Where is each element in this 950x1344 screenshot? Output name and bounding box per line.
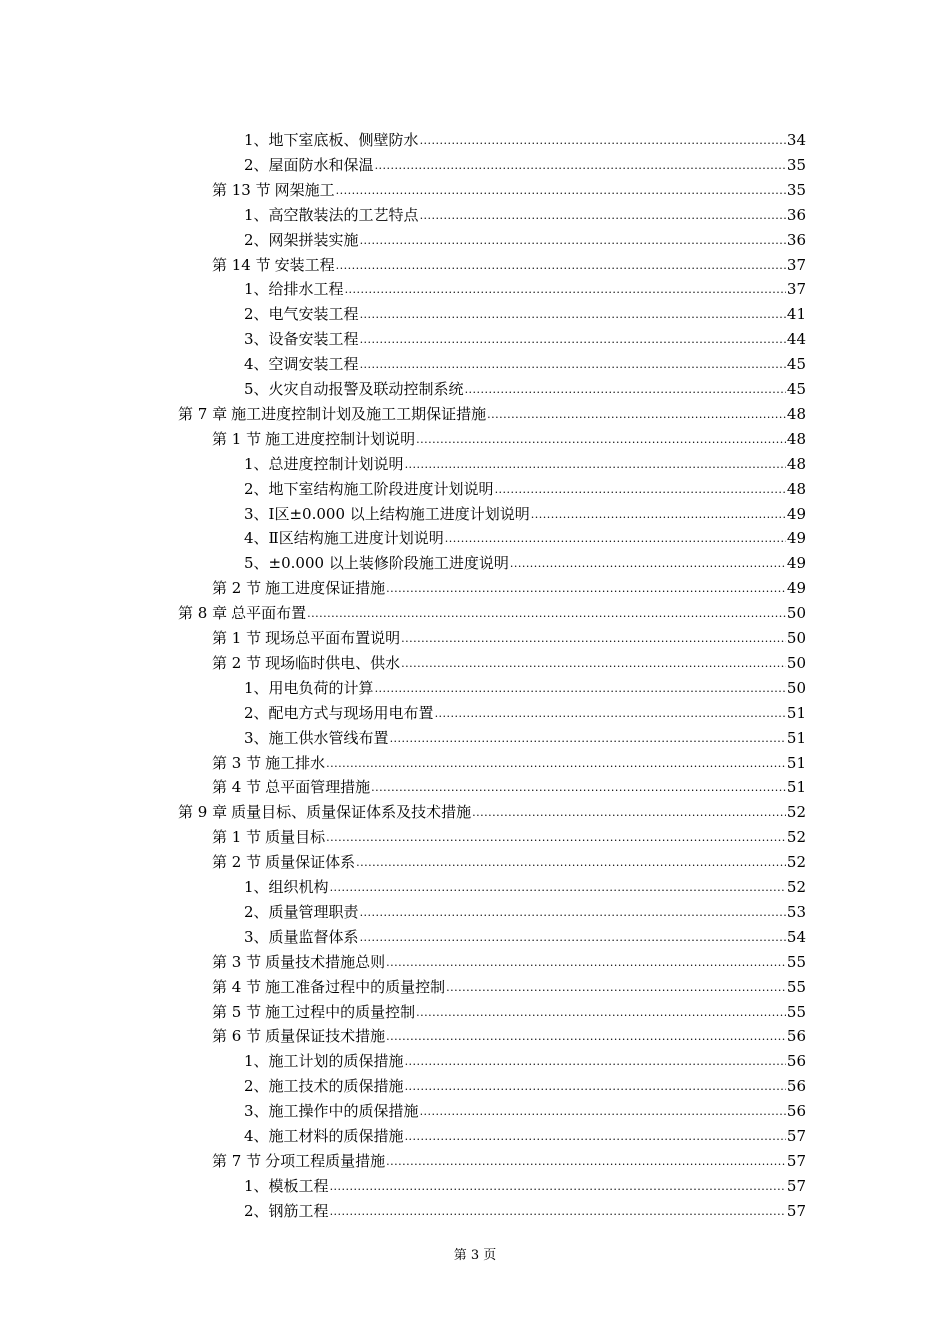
toc-entry[interactable] (244, 1045, 806, 1070)
toc-entry-title: 配电方式与现场用电布置 (268, 703, 434, 722)
toc-entry-number: 2、 (244, 305, 269, 324)
toc-entry[interactable] (244, 498, 806, 523)
toc-entry-number: 第 5 节 (212, 1002, 262, 1021)
toc-entry-page-number: 35 (786, 180, 806, 199)
toc-entry-title: 用电负荷的计算 (268, 678, 374, 697)
toc-dot-leader (435, 707, 786, 721)
toc-dot-leader (330, 1180, 786, 1194)
toc-dot-leader (360, 234, 786, 248)
toc-dot-leader (375, 682, 786, 696)
toc-entry[interactable] (212, 423, 806, 448)
toc-entry-page-number: 57 (786, 1201, 806, 1220)
toc-entry-title: 施工进度保证措施 (265, 579, 386, 598)
toc-dot-leader (330, 1205, 786, 1219)
toc-entry[interactable] (212, 846, 806, 871)
toc-entry-page-number: 50 (786, 678, 806, 697)
toc-dot-leader (420, 209, 786, 223)
toc-dot-leader (360, 931, 786, 945)
toc-entry[interactable] (244, 547, 806, 572)
toc-entry-number: 1、 (244, 1052, 269, 1071)
toc-dot-leader (371, 781, 786, 795)
toc-entry-page-number: 37 (786, 255, 806, 274)
toc-entry[interactable] (244, 871, 806, 896)
toc-entry-page-number: 57 (786, 1176, 806, 1195)
toc-dot-leader (307, 607, 786, 621)
toc-entry-title: 总进度控制计划说明 (268, 454, 404, 473)
toc-entry-title: 施工技术的质保措施 (268, 1077, 404, 1096)
toc-dot-leader (345, 283, 786, 297)
toc-entry-page-number: 49 (786, 504, 806, 523)
toc-entry-page-number: 49 (786, 579, 806, 598)
toc-entry[interactable] (212, 174, 806, 199)
toc-entry[interactable] (212, 821, 806, 846)
toc-dot-leader (445, 532, 786, 546)
toc-entry-page-number: 37 (786, 280, 806, 299)
toc-dot-leader (487, 408, 786, 422)
toc-entry-title: 安装工程 (274, 255, 335, 274)
toc-entry-title: 现场临时供电、供水 (265, 653, 401, 672)
toc-entry-number: 4、 (244, 529, 269, 548)
toc-entry-page-number: 36 (786, 230, 806, 249)
toc-dot-leader (405, 1055, 786, 1069)
toc-entry[interactable] (212, 946, 806, 971)
toc-entry[interactable] (244, 448, 806, 473)
toc-entry-title: 现场总平面布置说明 (265, 629, 401, 647)
toc-entry-page-number: 48 (786, 479, 806, 498)
toc-entry[interactable] (212, 771, 806, 796)
toc-entry-page-number: 52 (786, 878, 806, 896)
toc-entry-number: 第 4 节 (212, 977, 262, 996)
toc-entry[interactable] (244, 373, 806, 398)
toc-entry-page-number: 51 (786, 753, 806, 772)
toc-dot-leader (416, 1006, 786, 1020)
toc-entry-number: 2、 (244, 902, 269, 921)
toc-entry-number: 2、 (244, 479, 269, 498)
toc-entry-number: 3、 (244, 728, 269, 747)
toc-entry[interactable] (244, 1120, 806, 1145)
toc-dot-leader (360, 906, 786, 920)
toc-entry-title: 空调安装工程 (268, 355, 359, 374)
toc-entry-number: 2、 (244, 1201, 269, 1220)
toc-entry-title: 地下室结构施工阶段进度计划说明 (268, 479, 494, 498)
toc-entry-number: 第 14 节 (212, 255, 271, 274)
toc-entry[interactable] (244, 1170, 806, 1195)
toc-entry-title: 设备安装工程 (268, 330, 359, 349)
toc-entry-page-number: 36 (786, 205, 806, 224)
toc-entry[interactable] (212, 996, 806, 1021)
toc-dot-leader (356, 856, 786, 870)
toc-entry-number: 第 13 节 (212, 180, 271, 199)
toc-entry-title: 施工进度控制计划说明 (265, 429, 416, 448)
toc-entry-title: 总平面布置 (231, 604, 307, 623)
toc-entry-page-number: 50 (786, 653, 806, 672)
toc-entry-title: 质量技术措施总则 (265, 952, 386, 971)
toc-entry-number: 2、 (244, 1077, 269, 1096)
toc-entry-number: 1、 (244, 454, 269, 473)
toc-entry[interactable] (212, 1020, 806, 1045)
toc-entry-number: 3、 (244, 1102, 269, 1121)
toc-dot-leader (336, 184, 786, 198)
toc-entry-title: 总平面管理措施 (265, 778, 371, 797)
toc-entry[interactable] (244, 697, 806, 722)
toc-entry-number: 第 3 节 (212, 952, 262, 971)
toc-entry-page-number: 54 (786, 927, 806, 946)
toc-entry-number: 第 1 节 (212, 429, 262, 448)
toc-entry[interactable] (212, 647, 806, 672)
toc-dot-leader (465, 383, 786, 397)
toc-entry[interactable] (212, 572, 806, 597)
toc-entry[interactable] (212, 971, 806, 996)
toc-entry-page-number: 41 (786, 305, 806, 324)
toc-entry[interactable] (212, 249, 806, 274)
toc-entry-title: 质量管理职责 (268, 902, 359, 921)
toc-dot-leader (386, 956, 786, 970)
toc-dot-leader (405, 458, 786, 472)
toc-entry-page-number: 48 (786, 404, 806, 423)
toc-entry-page-number: 53 (786, 902, 806, 921)
toc-entry-title: 模板工程 (268, 1176, 329, 1195)
toc-entry-number: 第 6 节 (212, 1027, 262, 1046)
toc-entry[interactable] (244, 896, 806, 921)
toc-entry-number: 4、 (244, 1127, 269, 1145)
toc-dot-leader (446, 981, 786, 995)
toc-entry-number: 1、 (244, 1176, 269, 1195)
toc-entry-page-number: 44 (786, 330, 806, 349)
toc-entry-number: 2、 (244, 155, 269, 174)
toc-entry[interactable] (244, 298, 806, 323)
toc-entry-number: 3、 (244, 927, 269, 946)
toc-entry-number: 第 1 节 (212, 629, 262, 647)
toc-entry[interactable] (178, 796, 806, 821)
toc-entry-page-number: 55 (786, 1002, 806, 1021)
toc-entry-title: 施工过程中的质量控制 (265, 1002, 416, 1021)
toc-entry-page-number: 56 (786, 1027, 806, 1046)
toc-entry-title: 组织机构 (268, 878, 329, 896)
toc-entry[interactable] (244, 323, 806, 348)
toc-entry-number: 1、 (244, 131, 269, 149)
toc-dot-leader (405, 1130, 786, 1144)
toc-entry[interactable] (244, 149, 806, 174)
toc-entry-page-number: 48 (786, 454, 806, 473)
toc-entry[interactable] (244, 1195, 806, 1220)
toc-dot-leader (386, 1030, 786, 1044)
toc-dot-leader (386, 582, 786, 596)
toc-entry-page-number: 52 (786, 853, 806, 872)
toc-entry[interactable] (178, 597, 806, 622)
toc-entry-title: 施工准备过程中的质量控制 (265, 977, 446, 996)
toc-dot-leader (386, 1155, 786, 1169)
toc-dot-leader (330, 881, 786, 895)
toc-entry-number: 2、 (244, 703, 269, 722)
toc-entry-number: 5、 (244, 554, 269, 573)
toc-entry[interactable] (212, 622, 806, 647)
toc-entry[interactable] (244, 1070, 806, 1095)
toc-entry-title: 施工供水管线布置 (268, 728, 389, 747)
toc-entry-number: 1、 (244, 878, 269, 896)
toc-dot-leader (375, 159, 786, 173)
toc-entry-page-number: 35 (786, 155, 806, 174)
toc-entry-title: 施工操作中的质保措施 (268, 1102, 419, 1121)
toc-dot-leader (405, 1080, 786, 1094)
toc-entry-page-number: 45 (786, 355, 806, 374)
toc-entry-title: 给排水工程 (268, 280, 344, 299)
page-footer: 第 3 页 (453, 1248, 497, 1263)
toc-entry-number: 第 3 节 (212, 753, 262, 772)
toc-entry[interactable] (244, 722, 806, 747)
toc-dot-leader (472, 806, 786, 820)
toc-dot-leader (531, 508, 786, 522)
toc-dot-leader (390, 732, 786, 746)
toc-dot-leader (401, 632, 786, 646)
toc-entry-title: 质量监督体系 (268, 927, 359, 946)
toc-dot-leader (326, 831, 786, 845)
toc-entry-number: 2、 (244, 230, 269, 249)
toc-entry-number: 第 8 章 (178, 604, 228, 623)
toc-entry-number: 第 9 章 (178, 803, 228, 822)
toc-dot-leader (420, 1105, 786, 1119)
toc-entry-title: 高空散装法的工艺特点 (268, 205, 419, 224)
toc-entry-title: 钢筋工程 (268, 1201, 329, 1220)
toc-entry-number: 第 7 节 (212, 1151, 262, 1170)
toc-entry-title: 施工排水 (265, 753, 326, 772)
toc-entry-page-number: 50 (786, 629, 806, 647)
toc-entry-page-number: 49 (786, 554, 806, 573)
toc-entry-page-number: 56 (786, 1052, 806, 1071)
toc-entry-title: 质量保证体系 (265, 853, 356, 872)
toc-entry[interactable] (244, 273, 806, 298)
toc-entry-page-number: 55 (786, 977, 806, 996)
toc-dot-leader (360, 308, 786, 322)
toc-entry[interactable] (244, 199, 806, 224)
toc-entry[interactable] (244, 1095, 806, 1120)
toc-entry-number: 第 4 节 (212, 778, 262, 797)
toc-entry-page-number: 34 (786, 131, 806, 149)
toc-entry-page-number: 57 (786, 1127, 806, 1145)
toc-entry-title: Ⅱ区结构施工进度计划说明 (268, 529, 444, 548)
toc-dot-leader (510, 557, 786, 571)
toc-entry[interactable] (244, 224, 806, 249)
toc-entry-title: 施工进度控制计划及施工工期保证措施 (231, 404, 487, 423)
toc-entry-title: ±0.000 以上装修阶段施工进度说明 (268, 554, 509, 573)
toc-entry-title: 质量目标、质量保证体系及技术措施 (231, 803, 472, 822)
toc-entry-number: 1、 (244, 280, 269, 299)
toc-entry[interactable] (244, 473, 806, 498)
toc-dot-leader (326, 757, 786, 771)
toc-entry-title: 网架施工 (274, 180, 335, 199)
toc-entry-title: 施工计划的质保措施 (268, 1052, 404, 1071)
toc-entry-number: 3、 (244, 330, 269, 349)
toc-entry-page-number: 49 (786, 529, 806, 548)
toc-entry-page-number: 55 (786, 952, 806, 971)
toc-entry-page-number: 56 (786, 1102, 806, 1121)
toc-entry-number: 第 2 节 (212, 579, 262, 598)
toc-entry[interactable] (244, 124, 806, 149)
toc-entry-title: 分项工程质量措施 (265, 1151, 386, 1170)
toc-dot-leader (360, 333, 786, 347)
toc-entry-title: 质量保证技术措施 (265, 1027, 386, 1046)
toc-dot-leader (401, 657, 786, 671)
toc-entry-number: 第 1 节 (212, 828, 262, 847)
toc-entry-page-number: 52 (786, 803, 806, 822)
toc-entry-number: 3、 (244, 504, 269, 523)
toc-entry-number: 第 7 章 (178, 404, 228, 423)
toc-dot-leader (416, 433, 786, 447)
toc-dot-leader (495, 483, 786, 497)
toc-entry-page-number: 56 (786, 1077, 806, 1096)
toc-entry-page-number: 51 (786, 778, 806, 797)
toc-entry-page-number: 57 (786, 1151, 806, 1170)
toc-entry-page-number: 48 (786, 429, 806, 448)
toc-entry[interactable] (244, 921, 806, 946)
toc-entry-page-number: 52 (786, 828, 806, 847)
toc-entry-number: 4、 (244, 355, 269, 374)
toc-entry-number: 第 2 节 (212, 653, 262, 672)
toc-entry[interactable] (244, 348, 806, 373)
toc-entry-title: 质量目标 (265, 828, 326, 847)
toc-entry-title: 施工材料的质保措施 (268, 1127, 404, 1145)
toc-dot-leader (336, 259, 786, 273)
toc-entry[interactable] (212, 747, 806, 772)
toc-entry-number: 5、 (244, 380, 269, 398)
toc-entry-title: Ⅰ区±0.000 以上结构施工进度计划说明 (268, 504, 530, 523)
toc-entry-number: 第 2 节 (212, 853, 262, 872)
toc-entry-title: 地下室底板、侧壁防水 (268, 131, 419, 149)
toc-dot-leader (360, 358, 786, 372)
toc-entry[interactable] (244, 672, 806, 697)
toc-entry-number: 1、 (244, 678, 269, 697)
toc-entry-page-number: 51 (786, 728, 806, 747)
toc-entry-page-number: 50 (786, 604, 806, 623)
toc-entry-title: 网架拼装实施 (268, 230, 359, 249)
toc-dot-leader (420, 134, 786, 148)
toc-entry-title: 屋面防水和保温 (268, 155, 374, 174)
toc-entry-title: 火灾自动报警及联动控制系统 (268, 380, 464, 398)
toc-entry-number: 1、 (244, 205, 269, 224)
toc-entry[interactable] (244, 522, 806, 547)
toc-entry-title: 电气安装工程 (268, 305, 359, 324)
toc-entry-page-number: 51 (786, 703, 806, 722)
toc-entry[interactable] (212, 1145, 806, 1170)
toc-entry[interactable] (178, 398, 806, 423)
toc-entry-page-number: 45 (786, 380, 806, 398)
